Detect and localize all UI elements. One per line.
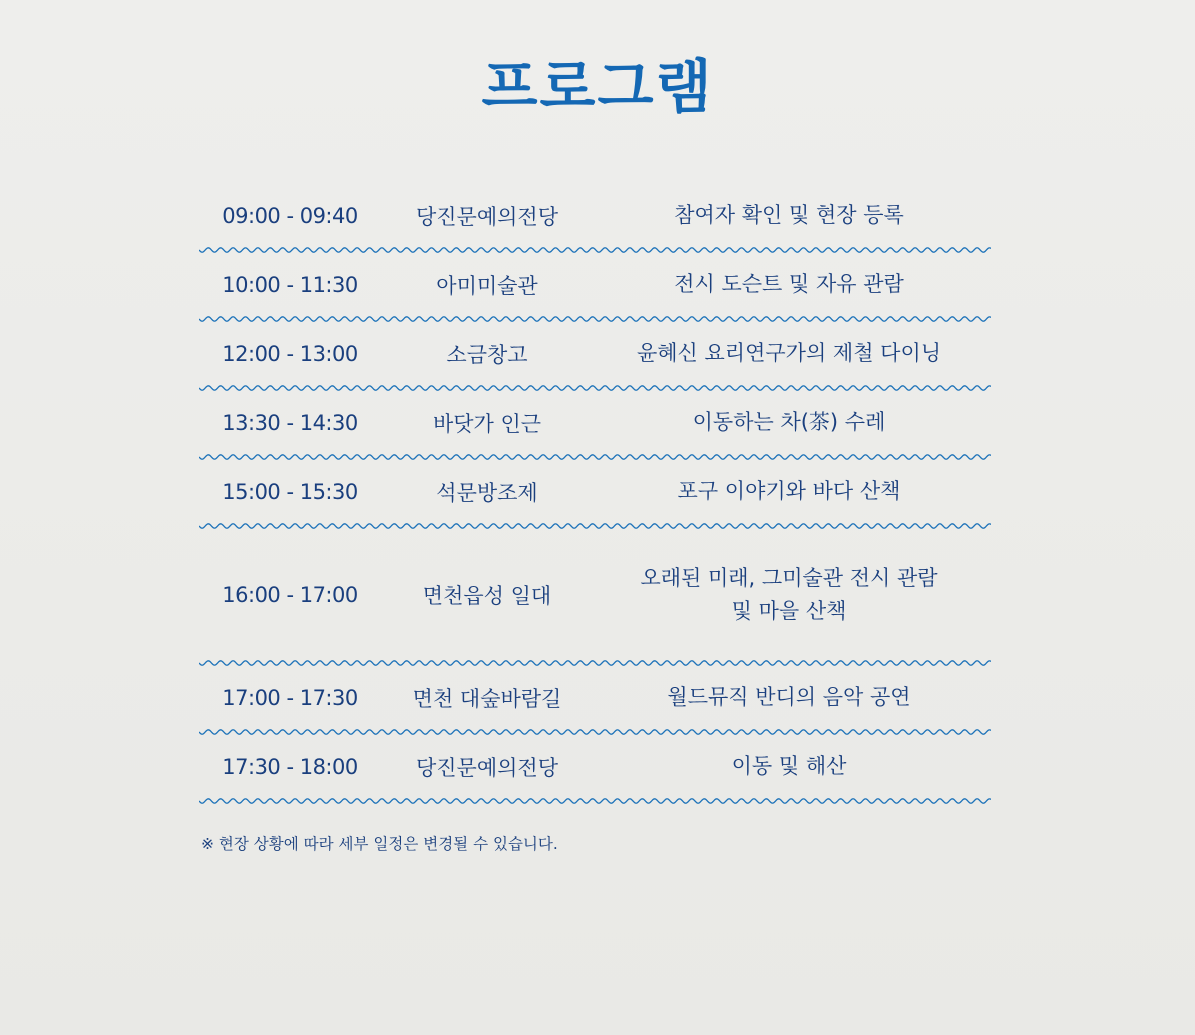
activity-line: 참여자 확인 및 현장 등록 xyxy=(674,203,904,227)
schedule-row xyxy=(199,461,991,522)
activity-line: 이동하는 차(茶) 수레 xyxy=(692,410,886,434)
row-activity xyxy=(593,199,991,232)
activity-line: 및 마을 산책 xyxy=(731,598,847,623)
activity-line: 오래된 미래, 그미술관 전시 관람 xyxy=(640,565,938,590)
schedule-row xyxy=(199,185,991,246)
activity-line: 월드뮤직 반디의 음악 공연 xyxy=(667,685,911,709)
row-place: 석문방조제 xyxy=(436,480,538,505)
wave-line xyxy=(199,455,991,459)
row-place: 당진문예의전당 xyxy=(415,755,558,780)
row-activity xyxy=(593,750,991,783)
schedule-row xyxy=(199,667,991,728)
wave-divider xyxy=(199,728,991,736)
row-time: 16:00 - 17:00 xyxy=(222,582,358,607)
schedule-note: ※ 현장 상황에 따라 세부 일정은 변경될 수 있습니다. xyxy=(201,835,558,853)
activity-line: 전시 도슨트 및 자유 관람 xyxy=(674,272,904,296)
row-activity xyxy=(593,681,991,714)
wave-line xyxy=(199,248,991,252)
wave-divider xyxy=(199,453,991,461)
wave-line xyxy=(199,317,991,321)
wave-line xyxy=(199,799,991,803)
row-time: 10:00 - 11:30 xyxy=(222,272,358,297)
row-time: 17:00 - 17:30 xyxy=(222,685,358,710)
wave-divider xyxy=(199,797,991,805)
row-activity xyxy=(593,562,991,628)
row-activity xyxy=(593,268,991,301)
row-activity xyxy=(593,337,991,370)
row-activity xyxy=(593,406,991,439)
activity-line: 윤혜신 요리연구가의 제철 다이닝 xyxy=(636,341,942,365)
schedule-row xyxy=(199,392,991,453)
schedule-row xyxy=(199,254,991,315)
row-place: 당진문예의전당 xyxy=(415,204,558,229)
row-time: 17:30 - 18:00 xyxy=(222,754,358,779)
row-place: 소금창고 xyxy=(446,342,528,367)
wave-divider xyxy=(199,384,991,392)
wave-divider xyxy=(199,315,991,323)
row-time: 09:00 - 09:40 xyxy=(222,203,358,228)
schedule-row xyxy=(199,736,991,797)
schedule-table xyxy=(199,185,991,805)
row-activity xyxy=(593,475,991,508)
row-time: 13:30 - 14:30 xyxy=(222,410,358,435)
wave-line xyxy=(199,661,991,665)
schedule-row xyxy=(199,323,991,384)
row-time: 15:00 - 15:30 xyxy=(222,479,358,504)
schedule-row xyxy=(199,530,991,659)
wave-divider xyxy=(199,659,991,667)
row-time: 12:00 - 13:00 xyxy=(222,341,358,366)
wave-line xyxy=(199,386,991,390)
page-title: 프로그램 xyxy=(481,53,714,121)
row-place: 아미미술관 xyxy=(436,273,538,298)
activity-line: 포구 이야기와 바다 산책 xyxy=(677,479,901,503)
row-place: 면천읍성 일대 xyxy=(422,583,552,608)
wave-divider xyxy=(199,522,991,530)
row-place: 면천 대숲바람길 xyxy=(412,686,562,711)
wave-line xyxy=(199,730,991,734)
wave-divider xyxy=(199,246,991,254)
activity-line: 이동 및 해산 xyxy=(731,754,847,778)
row-place: 바닷가 인근 xyxy=(432,411,542,436)
wave-line xyxy=(199,524,991,528)
